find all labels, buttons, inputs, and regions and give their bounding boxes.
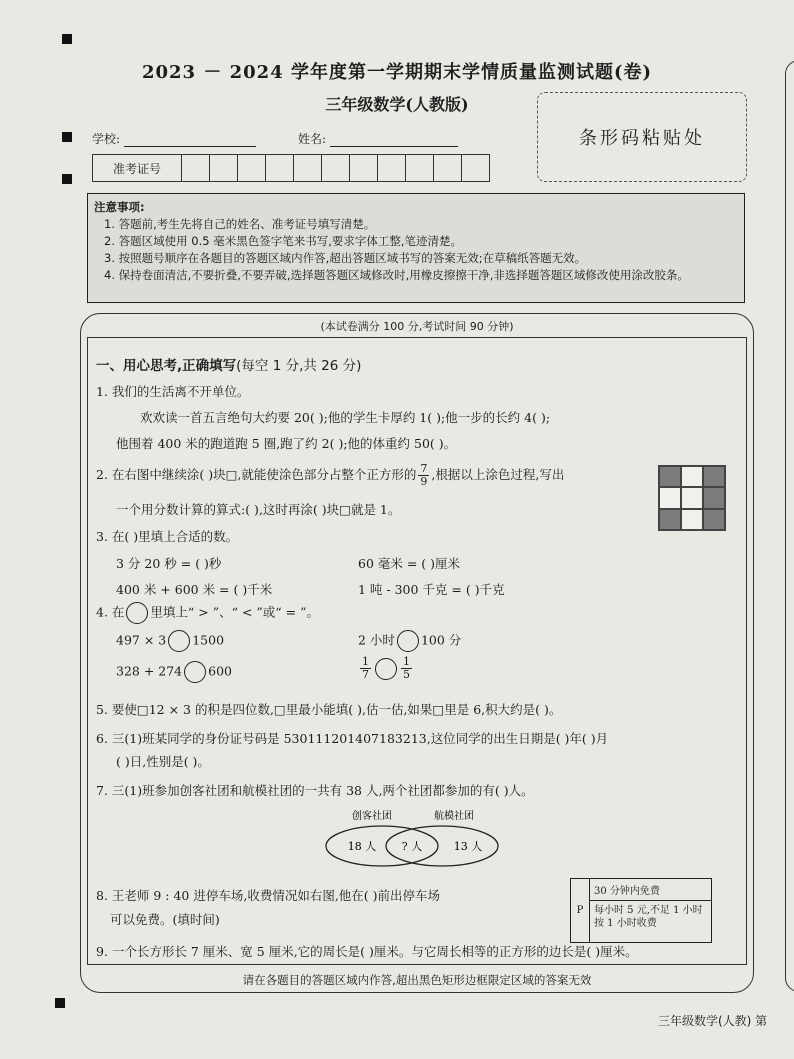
venn-right-count: 13 人 xyxy=(453,840,483,853)
barcode-area: 条形码粘贴处 xyxy=(537,92,747,182)
page-title: 2023 － 2024 学年度第一学期期末学情质量监测试题(卷) xyxy=(141,62,653,83)
parking-fee-table xyxy=(570,878,712,943)
q2-line1[interactable]: 2. 在右图中继续涂( )块□,就能使涂色部分占整个正方形的 $\frac{7}{9}$ ,根据以上涂色过程,写出 xyxy=(96,462,565,488)
exam-number-cell[interactable] xyxy=(462,155,490,182)
compare-circle-icon xyxy=(397,630,419,652)
q8-line1[interactable]: 8. 王老师 9 : 40 进停车场,收费情况如右图,他在( )前出停车场 xyxy=(96,888,441,903)
parking-free-rule: 30 分钟内免费 xyxy=(589,879,711,901)
q3-stem: 3. 在( )里填上合适的数。 xyxy=(96,529,239,544)
section-title: 一、用心思考,正确填写(每空 1 分,共 26 分) xyxy=(96,358,362,374)
alignment-mark xyxy=(55,998,65,1008)
q4-a[interactable]: 497 × 3 1500 xyxy=(116,630,224,652)
exam-number-cell[interactable] xyxy=(294,155,322,182)
exam-number-cell[interactable] xyxy=(406,155,434,182)
exam-number-cell[interactable] xyxy=(434,155,462,182)
compare-circle-icon xyxy=(184,661,206,683)
exam-number-cell[interactable] xyxy=(350,155,378,182)
page-subtitle: 三年级数学(人教版) xyxy=(325,95,469,114)
parking-icon: P xyxy=(571,879,590,942)
notice-item: 2. 答题区域使用 0.5 毫米黑色签字笔来书写,要求字体工整,笔迹清楚。 xyxy=(104,234,463,248)
alignment-mark xyxy=(62,132,72,142)
q5[interactable]: 5. 要使□12 × 3 的积是四位数,□里最小能填( ),估一估,如果□里是 6,积大约是( )。 xyxy=(96,702,562,717)
coloring-grid xyxy=(658,465,726,531)
q8-line2: 可以免费。(填时间) xyxy=(110,912,220,927)
score-note: (本试卷满分 100 分,考试时间 90 分钟) xyxy=(320,320,514,333)
section-note: (每空 1 分,共 26 分) xyxy=(236,358,362,374)
q3-b[interactable]: 60 毫米 = ( )厘米 xyxy=(358,556,461,571)
page-footer: 三年级数学(人教) 第 xyxy=(658,1014,768,1028)
venn-middle-count: ? 人 xyxy=(401,840,423,853)
notice-item: 1. 答题前,考生先将自己的姓名、准考证号填写清楚。 xyxy=(104,217,376,231)
compare-circle-icon xyxy=(168,630,190,652)
exam-number-cell[interactable] xyxy=(238,155,266,182)
venn-label-right: 航模社团 xyxy=(434,811,474,822)
q1-line2[interactable]: 他围着 400 米的跑道跑 5 圈,跑了约 2( );他的体重约 50( )。 xyxy=(116,436,457,451)
venn-left-count: 18 人 xyxy=(347,840,377,853)
q1-stem: 1. 我们的生活离不开单位。 xyxy=(96,384,250,399)
q3-d[interactable]: 1 吨 - 300 千克 = ( )千克 xyxy=(358,582,505,597)
school-field[interactable] xyxy=(92,130,256,147)
q6-line1[interactable]: 6. 三(1)班某同学的身份证号码是 530111201407183213,这位同学的出生日期是( )年( )月 xyxy=(96,731,609,746)
notice-box xyxy=(87,193,745,303)
next-page-border xyxy=(785,60,794,992)
q2-line2[interactable]: 一个用分数计算的算式:( ),这时再涂( )块□就是 1。 xyxy=(116,502,401,517)
notice-item: 3. 按照题号顺序在各题目的答题区域内作答,超出答题区域书写的答案无效;在草稿纸答题无效。 xyxy=(104,251,587,265)
school-input-line[interactable] xyxy=(124,132,256,147)
parking-fee-rule: 每小时 5 元,不足 1 小时按 1 小时收费 xyxy=(594,905,703,929)
name-field[interactable] xyxy=(298,130,458,147)
name-input-line[interactable] xyxy=(330,132,458,147)
exam-number-label: 准考证号 xyxy=(93,155,182,182)
q4-c[interactable]: 328 + 274 600 xyxy=(116,661,232,683)
q2-fraction: $\frac{7}{9}$ xyxy=(420,462,428,488)
exam-number-cell[interactable] xyxy=(210,155,238,182)
compare-circle-icon xyxy=(375,658,397,680)
q9[interactable]: 9. 一个长方形长 7 厘米、宽 5 厘米,它的周长是( )厘米。与它周长相等的正方形的边长是( )厘米。 xyxy=(96,944,638,959)
school-label: 学校: xyxy=(92,132,121,146)
exam-number-cell[interactable] xyxy=(378,155,406,182)
q4-d[interactable]: $\frac{1}{7}$ $\frac{1}{5}$ xyxy=(362,655,410,681)
venn-diagram xyxy=(322,808,504,868)
q1-line1[interactable]: 欢欢读一首五言绝句大约要 20( );他的学生卡厚约 1( );他一步的长约 4( ); xyxy=(140,410,551,425)
exam-number-cell[interactable] xyxy=(266,155,294,182)
exam-number-cell[interactable] xyxy=(182,155,210,182)
name-label: 姓名: xyxy=(298,132,327,146)
q3-a[interactable]: 3 分 20 秒 = ( )秒 xyxy=(116,556,222,571)
notice-heading: 注意事项: xyxy=(94,200,145,214)
compare-circle-icon xyxy=(126,602,148,624)
exam-number-grid[interactable] xyxy=(92,154,490,182)
q6-line2[interactable]: ( )日,性别是( )。 xyxy=(116,754,210,769)
exam-number-cell[interactable] xyxy=(322,155,350,182)
venn-label-left: 创客社团 xyxy=(352,811,392,822)
answer-area-footnote: 请在各题目的答题区域内作答,超出黑色矩形边框限定区域的答案无效 xyxy=(242,973,592,987)
notice-item: 4. 保持卷面清洁,不要折叠,不要弄破,选择题答题区域修改时,用橡皮擦擦干净,非选择题答题区域修改使用涂改胶条。 xyxy=(104,268,689,282)
q4-stem: 4. 在 里填上“ > ”、“ < ”或“ = ”。 xyxy=(96,602,319,624)
q3-c[interactable]: 400 米 + 600 米 = ( )千米 xyxy=(116,582,273,597)
q4-b[interactable]: 2 小时 100 分 xyxy=(358,630,461,652)
q7-stem[interactable]: 7. 三(1)班参加创客社团和航模社团的一共有 38 人,两个社团都参加的有( )人。 xyxy=(96,783,534,798)
alignment-mark xyxy=(62,34,72,44)
alignment-mark xyxy=(62,174,72,184)
